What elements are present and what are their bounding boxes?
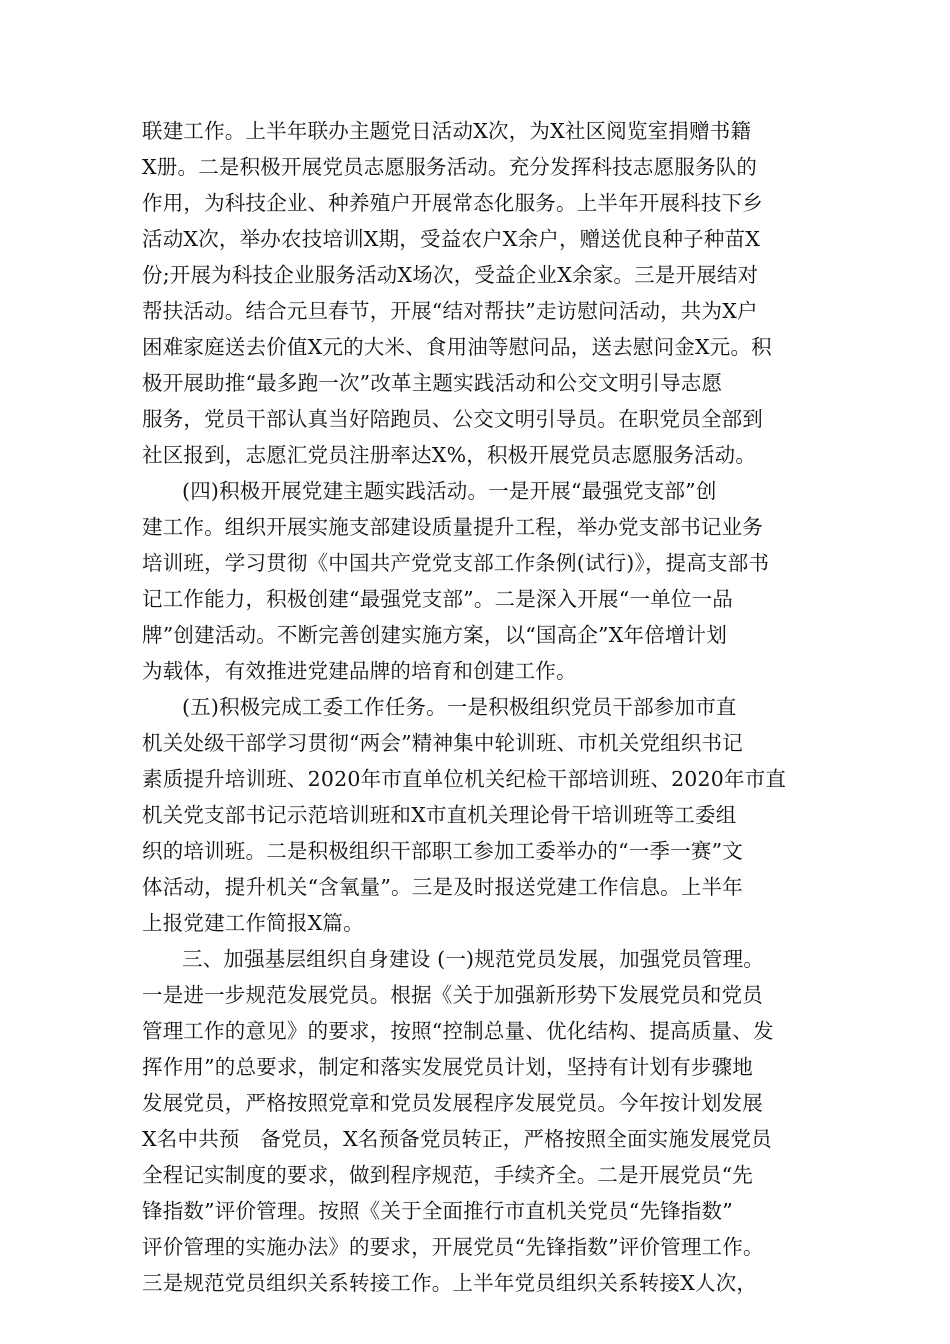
text-line: 联建工作。上半年联办主题党日活动X次，为X社区阅览室捐赠书籍 <box>142 119 752 143</box>
text-line: 管理工作的意见》的要求，按照“控制总量、优化结构、提高质量、发 <box>142 1019 774 1043</box>
text-line: 全程记实制度的要求，做到程序规范，手续齐全。二是开展党员“先 <box>142 1163 753 1187</box>
text-line: 锋指数”评价管理。按照《关于全面推行市直机关党员“先锋指数” <box>142 1199 733 1223</box>
text-line: 体活动，提升机关“含氧量”。三是及时报送党建工作信息。上半年 <box>142 875 743 899</box>
text-line: 挥作用”的总要求，制定和落实发展党员计划，坚持有计划有步骤地 <box>142 1055 753 1079</box>
text-line: 一是进一步规范发展党员。根据《关于加强新形势下发展党员和党员 <box>142 983 763 1007</box>
text-line: X册。二是积极开展党员志愿服务活动。充分发挥科技志愿服务队的 <box>142 155 758 179</box>
text-line: 机关处级干部学习贯彻“两会”精神集中轮训班、市机关党组织书记 <box>142 731 743 755</box>
text-line: 社区报到，志愿汇党员注册率达X%，积极开展党员志愿服务活动。 <box>142 443 757 467</box>
text-line: 困难家庭送去价值X元的大米、食用油等慰问品，送去慰问金X元。积 <box>142 335 772 359</box>
text-line: 记工作能力，积极创建“最强党支部”。二是深入开展“一单位一品 <box>142 587 733 611</box>
text-line: 培训班，学习贯彻《中国共产党党支部工作条例(试行)》，提高支部书 <box>142 551 770 575</box>
text-line: 织的培训班。二是积极组织干部职工参加工委举办的“一季一赛”文 <box>142 839 743 863</box>
section-heading-line: 三、加强基层组织自身建设 (一)规范党员发展，加强党员管理。 <box>182 947 765 971</box>
text-line: 素质提升培训班、2020年市直单位机关纪检干部培训班、2020年市直 <box>142 767 787 791</box>
text-line: 为载体，有效推进党建品牌的培育和创建工作。 <box>142 659 577 683</box>
text-line: 作用，为科技企业、种养殖户开展常态化服务。上半年开展科技下乡 <box>142 191 763 215</box>
text-line: 发展党员，严格按照党章和党员发展程序发展党员。今年按计划发展 <box>142 1091 763 1115</box>
text-line: 机关党支部书记示范培训班和X市直机关理论骨干培训班等工委组 <box>142 803 737 827</box>
text-line: 帮扶活动。结合元旦春节，开展“结对帮扶”走访慰问活动，共为X户 <box>142 299 758 323</box>
text-line: 上报党建工作简报X篇。 <box>142 911 364 935</box>
text-line: X名中共预 备党员，X名预备党员转正，严格按照全面实施发展党员 <box>142 1127 772 1151</box>
text-line: 建工作。组织开展实施支部建设质量提升工程，举办党支部书记业务 <box>142 515 763 539</box>
text-line: 评价管理的实施办法》的要求，开展党员“先锋指数”评价管理工作。 <box>142 1235 764 1259</box>
text-line: 份;开展为科技企业服务活动X场次，受益企业X余家。三是开展结对 <box>142 263 759 287</box>
text-line: 牌”创建活动。不断完善创建实施方案，以“国高企”X年倍增计划 <box>142 623 728 647</box>
text-line: 活动X次，举办农技培训X期，受益农户X余户，赠送优良种子种苗X <box>142 227 761 251</box>
text-line: 三是规范党员组织关系转接工作。上半年党员组织关系转接X人次， <box>142 1271 758 1295</box>
text-line: 极开展助推“最多跑一次”改革主题实践活动和公交文明引导志愿 <box>142 371 723 395</box>
text-line: 服务，党员干部认真当好陪跑员、公交文明引导员。在职党员全部到 <box>142 407 763 431</box>
section-heading-line: (五)积极完成工委工作任务。一是积极组织党员干部参加市直 <box>182 695 737 719</box>
section-heading-line: (四)积极开展党建主题实践活动。一是开展“最强党支部”创 <box>182 479 717 503</box>
